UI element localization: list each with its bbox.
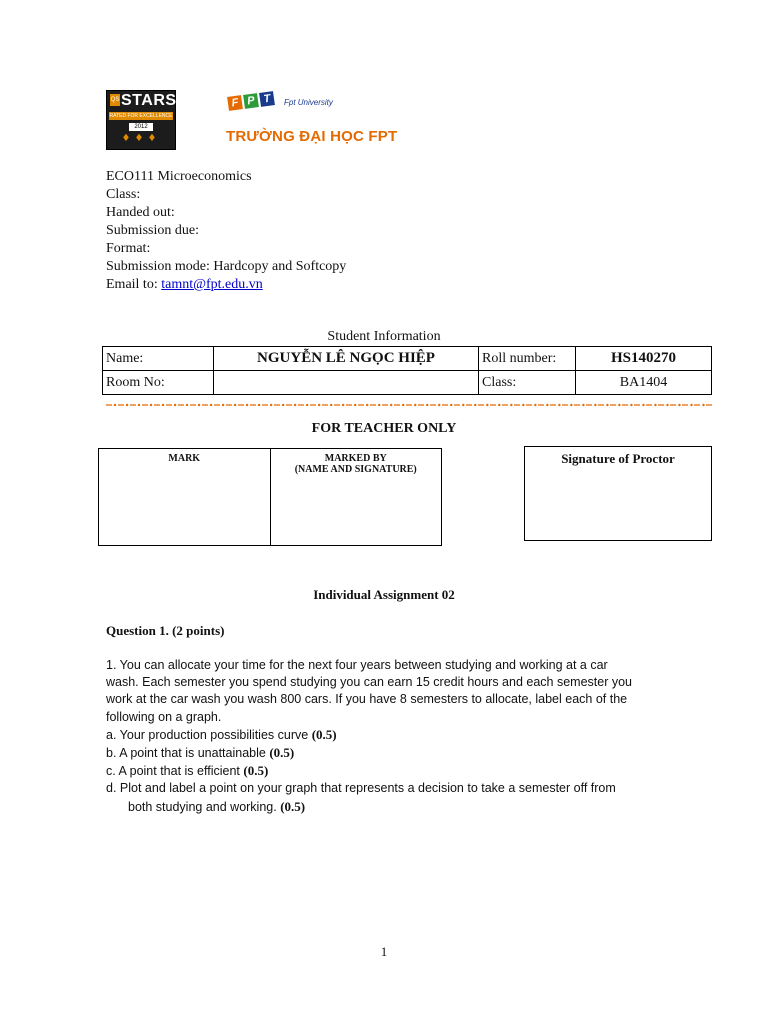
room-value xyxy=(214,371,479,395)
submission-mode: Submission mode: Hardcopy and Softcopy xyxy=(106,259,347,274)
item-text: a. Your production possibilities curve xyxy=(106,727,312,742)
fpt-letter-f: F xyxy=(227,95,243,111)
teacher-only-heading: FOR TEACHER ONLY xyxy=(311,421,457,436)
fpt-letter-p: P xyxy=(243,93,259,109)
assignment-header-info xyxy=(106,168,346,294)
class-value: BA1404 xyxy=(576,371,712,395)
table-row xyxy=(103,347,712,371)
assignment-title: Individual Assignment 02 xyxy=(313,587,455,602)
item-points: (0.5) xyxy=(269,745,295,761)
class-label: Class: xyxy=(479,371,576,395)
page-number: 1 xyxy=(380,944,388,959)
roll-number-label: Roll number: xyxy=(479,347,576,371)
item-points: (0.5) xyxy=(243,763,269,779)
question-line: work at the car wash you wash 800 cars. If you have 8 semesters to allocate, label each of the xyxy=(106,692,628,707)
question-item-d: d. Plot and label a point on your graph that represents a decision to take a semester off from xyxy=(106,781,616,796)
handed-out-label: Handed out: xyxy=(106,205,175,220)
email-label: Email to: xyxy=(106,277,162,292)
table-row xyxy=(99,449,442,546)
email-link[interactable]: tamnt@fpt.edu.vn xyxy=(161,277,263,292)
question-item-c xyxy=(106,762,666,780)
question-line: wash. Each semester you spend studying you can earn 15 credit hours and each semester you xyxy=(106,675,632,690)
roll-number-value: HS140270 xyxy=(576,347,712,371)
marked-by-sublabel: (NAME AND SIGNATURE) xyxy=(294,464,417,475)
school-name: TRƯỜNG ĐẠI HỌC FPT xyxy=(226,128,398,145)
marked-by-label: MARKED BY xyxy=(324,453,387,464)
question-line: following on a graph. xyxy=(106,709,222,724)
email-row xyxy=(106,276,346,294)
stars-year: 2012 xyxy=(129,123,153,131)
qs-badge: QS xyxy=(110,94,120,106)
class-label: Class: xyxy=(106,187,141,202)
item-text: c. A point that is efficient xyxy=(106,764,244,779)
table-row xyxy=(103,371,712,395)
item-points: (0.5) xyxy=(280,798,306,814)
stars-title: STARS xyxy=(121,92,177,109)
question-line: 1. You can allocate your time for the next four years between studying and working at a car xyxy=(106,658,608,672)
item-points: (0.5) xyxy=(311,726,337,742)
decorative-divider xyxy=(106,400,712,410)
course-title: ECO111 Microeconomics xyxy=(106,169,252,184)
mark-label: MARK xyxy=(168,453,201,464)
item-text: both studying and working. xyxy=(128,799,281,814)
mark-cell xyxy=(99,449,271,546)
marked-by-cell xyxy=(270,449,442,546)
question-item-a xyxy=(106,726,666,744)
stars-rating-icon: ♦♦♦ xyxy=(121,133,161,144)
proctor-label: Signature of Proctor xyxy=(561,451,675,466)
question-item-d-cont xyxy=(106,798,666,816)
question-item-b xyxy=(106,744,666,762)
fpt-university-label: Fpt University xyxy=(284,98,333,107)
question-1-title: Question 1. (2 points) xyxy=(106,623,225,638)
submission-due-label: Submission due: xyxy=(106,223,199,238)
fpt-logo xyxy=(226,92,398,152)
stars-subtitle: RATED FOR EXCELLENCE xyxy=(109,113,173,119)
room-label: Room No: xyxy=(103,371,214,395)
proctor-signature-box xyxy=(524,446,712,541)
fpt-letter-t: T xyxy=(259,91,275,107)
student-info-table xyxy=(102,346,712,395)
teacher-mark-table xyxy=(98,448,442,546)
stars-logo xyxy=(106,90,176,150)
name-label: Name: xyxy=(103,347,214,371)
student-info-caption: Student Information xyxy=(327,329,441,344)
student-name: NGUYỄN LÊ NGỌC HIỆP xyxy=(214,347,479,371)
item-text: b. A point that is unattainable xyxy=(106,746,270,761)
question-1-body xyxy=(106,657,666,816)
format-label: Format: xyxy=(106,241,151,256)
